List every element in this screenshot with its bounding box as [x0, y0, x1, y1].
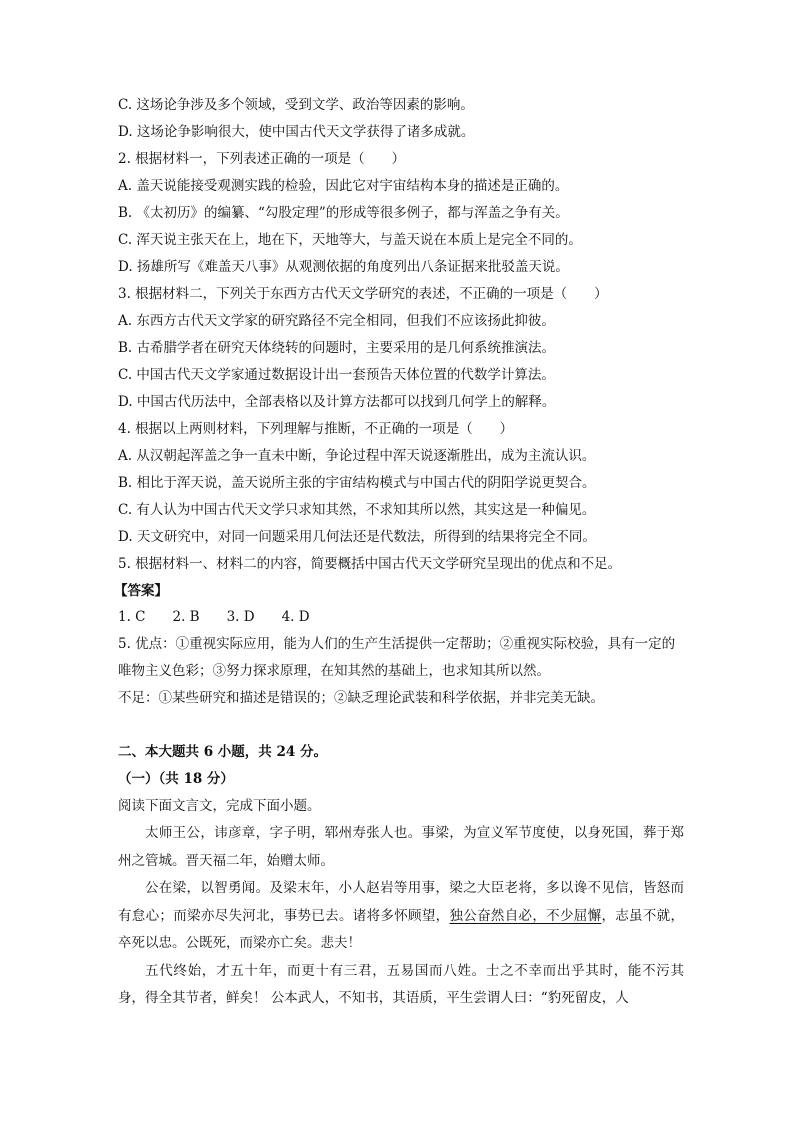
document-page	[114, 92, 684, 1013]
answer-deficiency: 不足：①某些研究和描述是错误的；②缺乏理论武装和科学依据，并非完美无缺。	[118, 690, 604, 706]
instruction: 阅读下面文言文，完成下面小题。	[118, 798, 321, 814]
option-c-q1: C. 这场论争涉及多个领域，受到文学、政治等因素的影响。	[118, 97, 474, 113]
section-2-heading: 二、本大题共 6 小题，共 24 分。	[118, 744, 327, 760]
option-d-q2: D. 扬雄所写《难盖天八事》从观测依据的角度列出八条证据来批驳盖天说。	[118, 259, 569, 275]
para2-text-before: 公在梁，以智勇闻。及梁末年，小人赵岩等用事，梁之大臣老将，多以谗不见信，皆怒而有怠心；而梁亦尽失河北，事势已去。诸将多怀顾望，	[118, 880, 684, 924]
passage-paragraph-3: 五代终始，才五十年，而更十有三君，五易国而八姓。士之不幸而出乎其时，能不污其身，得全其节者，鲜矣！ 公本武人，不知书，其语质，平生尝谓人曰：“豹死留皮，人	[118, 962, 684, 1006]
option-d-q4: D. 天文研究中，对同一问题采用几何法还是代数法，所得到的结果将完全不同。	[118, 529, 596, 545]
option-c-q3: C. 中国古代天文学家通过数据设计出一套预告天体位置的代数学计算法。	[118, 367, 555, 383]
option-c-q2: C. 浑天说主张天在上，地在下，天地等大，与盖天说在本质上是完全不同的。	[118, 232, 582, 248]
answer-label: 【答案】	[114, 583, 168, 599]
question-2: 2. 根据材料一，下列表述正确的一项是（ ）	[118, 151, 406, 167]
option-a-q4: A. 从汉朝起浑盖之争一直未中断，争论过程中浑天说逐渐胜出，成为主流认识。	[118, 448, 596, 464]
para2-text-after: ，志虽不就，卒死以忠。公既死，而梁亦亡矣。悲夫！	[118, 907, 684, 951]
spacer	[118, 712, 684, 739]
answer-5: 5. 优点：①重视实际应用，能为人们的生产生活提供一定帮助；②重视实际校验，具有一定的唯物主义色彩；③努力探求原理，在知其然的基础上，也求知其所以然。	[118, 636, 676, 679]
question-5: 5. 根据材料一、材料二的内容，简要概括中国古代天文学研究呈现出的优点和不足。	[118, 556, 622, 572]
option-d-q3: D. 中国古代历法中，全部表格以及计算方法都可以找到几何学上的解释。	[118, 394, 556, 410]
answer-choices: 1. C 2. B 3. D 4. D	[118, 609, 310, 625]
option-b-q3: B. 古希腊学者在研究天体绕转的问题时，主要采用的是几何系统推演法。	[118, 340, 556, 356]
passage-paragraph-1: 太师王公，讳彦章，字子明，郓州寿张人也。事梁，为宣义军节度使，以身死国，葬于郑州之管城。晋天福二年，始赠太师。	[118, 825, 684, 869]
option-c-q4: C. 有人认为中国古代天文学只求知其然，不求知其所以然，其实这是一种偏见。	[118, 502, 596, 518]
option-b-q4: B. 相比于浑天说，盖天说所主张的宇宙结构模式与中国古代的阴阳学说更契合。	[118, 475, 596, 491]
option-a-q2: A. 盖天说能接受观测实践的检验，因此它对宇宙结构本身的描述是正确的。	[118, 178, 569, 194]
question-4: 4. 根据以上两则材料，下列理解与推断，不正确的一项是（ ）	[118, 421, 514, 437]
underlined-phrase: 独公奋然自必，不少屈懈	[449, 907, 602, 924]
subsection-heading: （一）（共 18 分）	[118, 771, 234, 787]
option-d-q1: D. 这场论争影响很大，使中国古代天文学获得了诸多成就。	[118, 124, 475, 140]
question-3: 3. 根据材料二，下列关于东西方古代天文学研究的表述，不正确的一项是（ ）	[118, 286, 608, 302]
passage-paragraph-2	[118, 875, 684, 958]
option-a-q3: A. 东西方古代天文学家的研究路径不完全相同，但我们不应该扬此抑彼。	[118, 313, 555, 329]
option-b-q2: B. 《太初历》的编纂、“勾股定理”的形成等很多例子，都与浑盖之争有关。	[118, 205, 569, 221]
